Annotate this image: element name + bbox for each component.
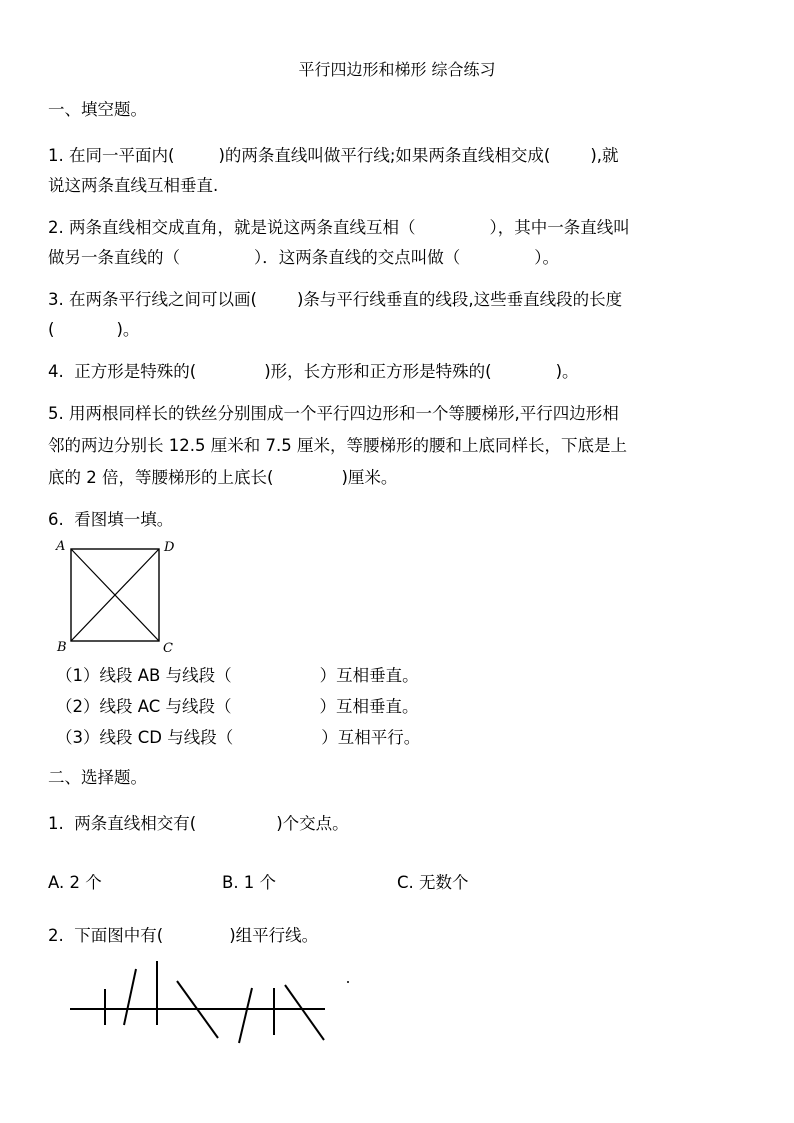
choice-question-1-line <box>48 812 748 836</box>
item-number: （3） <box>56 728 100 747</box>
item-text: ）互相垂直。 <box>319 697 419 716</box>
question-text: )的两条直线叫做平行线;如果两条直线相交成( <box>218 146 551 165</box>
worksheet-title: 平行四边形和梯形 综合练习 <box>298 60 496 79</box>
choice-question-2-line <box>48 924 748 948</box>
question-text: ）．这两条直线的交点叫做（ <box>254 248 461 267</box>
question-text: 正方形是特殊的( <box>74 362 197 381</box>
question-number: 1. <box>48 146 64 165</box>
question-4-line <box>48 360 748 384</box>
question-text: 下面图中有( <box>74 926 164 945</box>
vertex-label-c: C <box>163 641 173 656</box>
question-6-item-1 <box>56 664 756 688</box>
item-number: （2） <box>56 697 100 716</box>
item-text: 线段 AC 与线段（ <box>99 697 232 716</box>
parallel-lines-figure <box>60 955 360 1050</box>
option-c[interactable]: C. 无数个 <box>397 873 469 892</box>
item-number: （1） <box>56 666 100 685</box>
question-text: ），其中一条直线叫 <box>489 218 630 237</box>
diagonal-segment <box>285 985 324 1040</box>
question-3-line-2 <box>48 318 748 342</box>
question-6-item-3 <box>56 726 756 750</box>
section-heading-fill-blank: 一、填空题。 <box>48 100 147 119</box>
question-number: 3. <box>48 290 64 309</box>
question-number: 4. <box>48 362 64 381</box>
square-diagram <box>48 536 188 658</box>
question-text: ）。 <box>534 248 559 267</box>
vertex-label-a: A <box>56 539 66 554</box>
question-3-line-1 <box>48 288 748 312</box>
vertex-label-d: D <box>164 540 175 555</box>
question-1-line-2: 说这两条直线互相垂直. <box>48 176 219 195</box>
question-text: 用两根同样长的铁丝分别围成一个平行四边形和一个等腰梯形,平行四边形相 <box>69 404 619 423</box>
option-a[interactable]: A. 2 个 <box>48 873 102 892</box>
question-text: )厘米。 <box>341 468 398 487</box>
question-number: 2. <box>48 218 64 237</box>
item-text: 线段 CD 与线段（ <box>99 728 234 747</box>
question-1-line-1 <box>48 144 748 168</box>
question-text: ( <box>48 320 55 339</box>
question-text: 底的 2 倍，等腰梯形的上底长( <box>48 468 274 487</box>
question-number: 2. <box>48 926 64 945</box>
question-text: 在同一平面内( <box>69 146 175 165</box>
item-text: ）互相垂直。 <box>319 666 419 685</box>
stray-dot <box>347 981 349 983</box>
question-text: )组平行线。 <box>229 926 319 945</box>
vertex-label-b: B <box>57 640 67 655</box>
item-text: ）互相平行。 <box>321 728 421 747</box>
question-2-line-1 <box>48 216 748 240</box>
question-6-item-2 <box>56 695 756 719</box>
question-text: 两条直线相交有( <box>74 814 197 833</box>
question-5-line-1 <box>48 402 748 426</box>
question-number: 1. <box>48 814 64 833</box>
slanted-segment <box>124 969 136 1025</box>
question-5-line-2: 邻的两边分别长 12.5 厘米和 7.5 厘米，等腰梯形的腰和上底同样长，下底是上 <box>48 436 627 455</box>
question-text: )。 <box>555 362 579 381</box>
question-5-line-3 <box>48 466 748 490</box>
section-heading-multiple-choice: 二、选择题。 <box>48 768 147 787</box>
question-text: 看图填一填。 <box>74 510 174 529</box>
question-text: ),就 <box>590 146 619 165</box>
item-text: 线段 AB 与线段（ <box>99 666 232 685</box>
question-text: 在两条平行线之间可以画( <box>69 290 257 309</box>
question-2-line-2 <box>48 246 748 270</box>
question-text: )条与平行线垂直的线段,这些垂直线段的长度 <box>296 290 623 309</box>
question-number: 5. <box>48 404 64 423</box>
option-b[interactable]: B. 1 个 <box>222 873 277 892</box>
question-text: )个交点。 <box>276 814 349 833</box>
slanted-segment <box>239 988 252 1043</box>
question-number: 6. <box>48 510 64 529</box>
question-text: 做另一条直线的（ <box>48 248 180 267</box>
question-text: 两条直线相交成直角，就是说这两条直线互相（ <box>69 218 416 237</box>
question-6-line <box>48 508 748 532</box>
question-text: )。 <box>116 320 140 339</box>
question-text: )形，长方形和正方形是特殊的( <box>264 362 492 381</box>
